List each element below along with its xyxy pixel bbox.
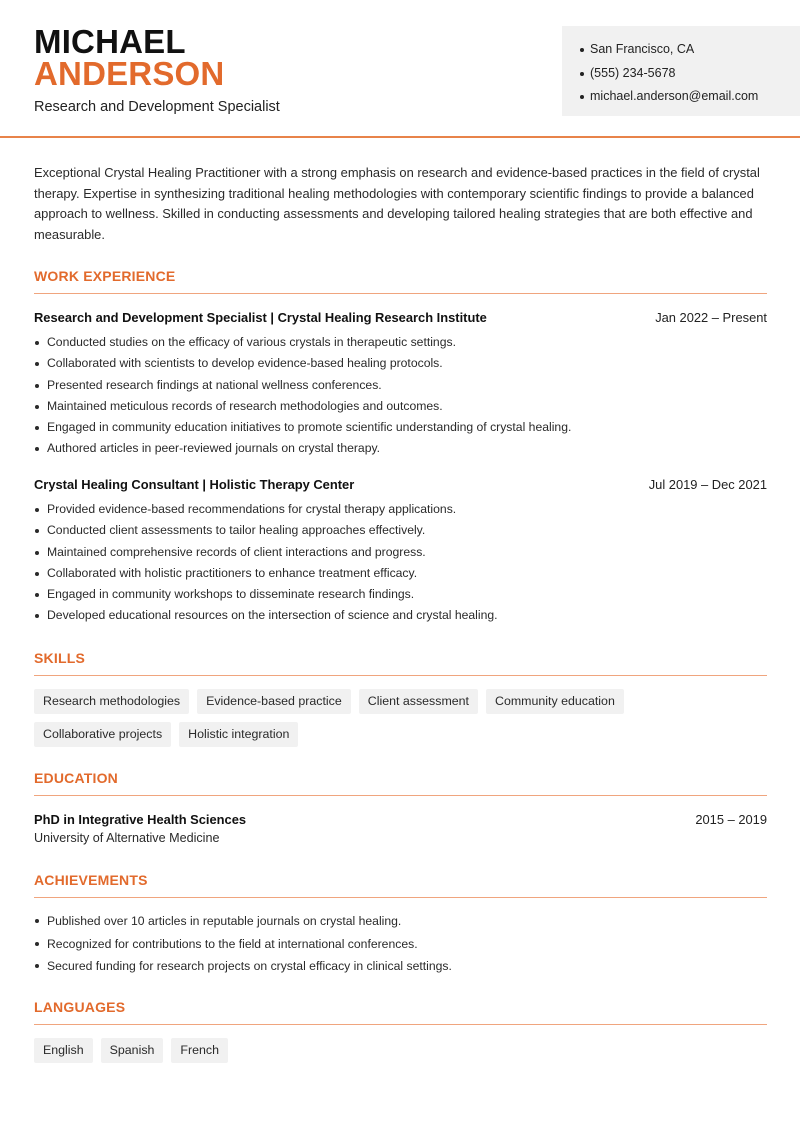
languages-chips bbox=[34, 1038, 767, 1063]
section-title-languages: LANGUAGES bbox=[34, 999, 767, 1025]
list-item: Maintained meticulous records of research methodologies and outcomes. bbox=[34, 396, 767, 417]
section-title-education: EDUCATION bbox=[34, 770, 767, 796]
education-dates: 2015 – 2019 bbox=[695, 812, 767, 827]
job-title: Research and Development Specialist bbox=[34, 99, 280, 115]
skill-chip: Holistic integration bbox=[179, 722, 298, 747]
list-item: Maintained comprehensive records of client interactions and progress. bbox=[34, 542, 767, 563]
skill-chip: Community education bbox=[486, 689, 624, 714]
language-chip: English bbox=[34, 1038, 93, 1063]
contact-email[interactable]: michael.anderson@email.com bbox=[580, 85, 758, 109]
list-item: Engaged in community workshops to disseminate research findings. bbox=[34, 584, 767, 605]
achievements-list bbox=[34, 910, 767, 978]
contact-list bbox=[580, 38, 758, 109]
job-role: Research and Development Specialist | Crystal Healing Research Institute bbox=[34, 310, 487, 325]
section-title-achievements: ACHIEVEMENTS bbox=[34, 872, 767, 898]
job-dates: Jul 2019 – Dec 2021 bbox=[648, 477, 767, 492]
job-bullets bbox=[34, 499, 767, 627]
education-header bbox=[34, 812, 767, 827]
job-header bbox=[34, 477, 767, 492]
job-bullets bbox=[34, 332, 767, 460]
education-degree: PhD in Integrative Health Sciences bbox=[34, 812, 247, 827]
language-chip: Spanish bbox=[101, 1038, 164, 1063]
summary-paragraph: Exceptional Crystal Healing Practitioner with a strong emphasis on research and evidence-based practices in the field of crystal therapy. Expertise in synthesizing traditional healing methodologies with contemporary scientific findings to provide a balanced approach to wellness. Skilled in conducting assessments and developing tailored healing strategies that are both effective and measurable. bbox=[34, 165, 760, 243]
list-item: Published over 10 articles in reputable journals on crystal healing. bbox=[34, 910, 767, 933]
skills-chips bbox=[34, 689, 767, 747]
section-title-skills: SKILLS bbox=[34, 650, 767, 676]
list-item: Collaborated with holistic practitioners to enhance treatment efficacy. bbox=[34, 563, 767, 584]
contact-location: San Francisco, CA bbox=[580, 38, 758, 62]
list-item: Collaborated with scientists to develop evidence-based healing protocols. bbox=[34, 353, 767, 374]
contact-box bbox=[562, 26, 800, 116]
education-school: University of Alternative Medicine bbox=[34, 831, 220, 845]
list-item: Developed educational resources on the intersection of science and crystal healing. bbox=[34, 605, 767, 626]
contact-phone: (555) 234-5678 bbox=[580, 62, 758, 86]
language-chip: French bbox=[171, 1038, 228, 1063]
skill-chip: Collaborative projects bbox=[34, 722, 171, 747]
last-name: ANDERSON bbox=[34, 55, 225, 92]
list-item: Presented research findings at national wellness conferences. bbox=[34, 375, 767, 396]
job-role: Crystal Healing Consultant | Holistic Therapy Center bbox=[34, 477, 355, 492]
job-dates: Jan 2022 – Present bbox=[655, 310, 767, 325]
list-item: Engaged in community education initiatives to promote scientific understanding of crystal healing. bbox=[34, 417, 767, 438]
list-item: Conducted studies on the efficacy of various crystals in therapeutic settings. bbox=[34, 332, 767, 353]
section-title-work: WORK EXPERIENCE bbox=[34, 268, 767, 294]
first-name: MICHAEL bbox=[34, 23, 186, 60]
job-header bbox=[34, 310, 767, 325]
list-item: Conducted client assessments to tailor healing approaches effectively. bbox=[34, 520, 767, 541]
skill-chip: Evidence-based practice bbox=[197, 689, 351, 714]
list-item: Recognized for contributions to the field at international conferences. bbox=[34, 933, 767, 956]
list-item: Secured funding for research projects on crystal efficacy in clinical settings. bbox=[34, 955, 767, 978]
list-item: Provided evidence-based recommendations for crystal therapy applications. bbox=[34, 499, 767, 520]
skill-chip: Client assessment bbox=[359, 689, 478, 714]
list-item: Authored articles in peer-reviewed journals on crystal therapy. bbox=[34, 438, 767, 459]
resume-header bbox=[0, 0, 800, 138]
skill-chip: Research methodologies bbox=[34, 689, 189, 714]
